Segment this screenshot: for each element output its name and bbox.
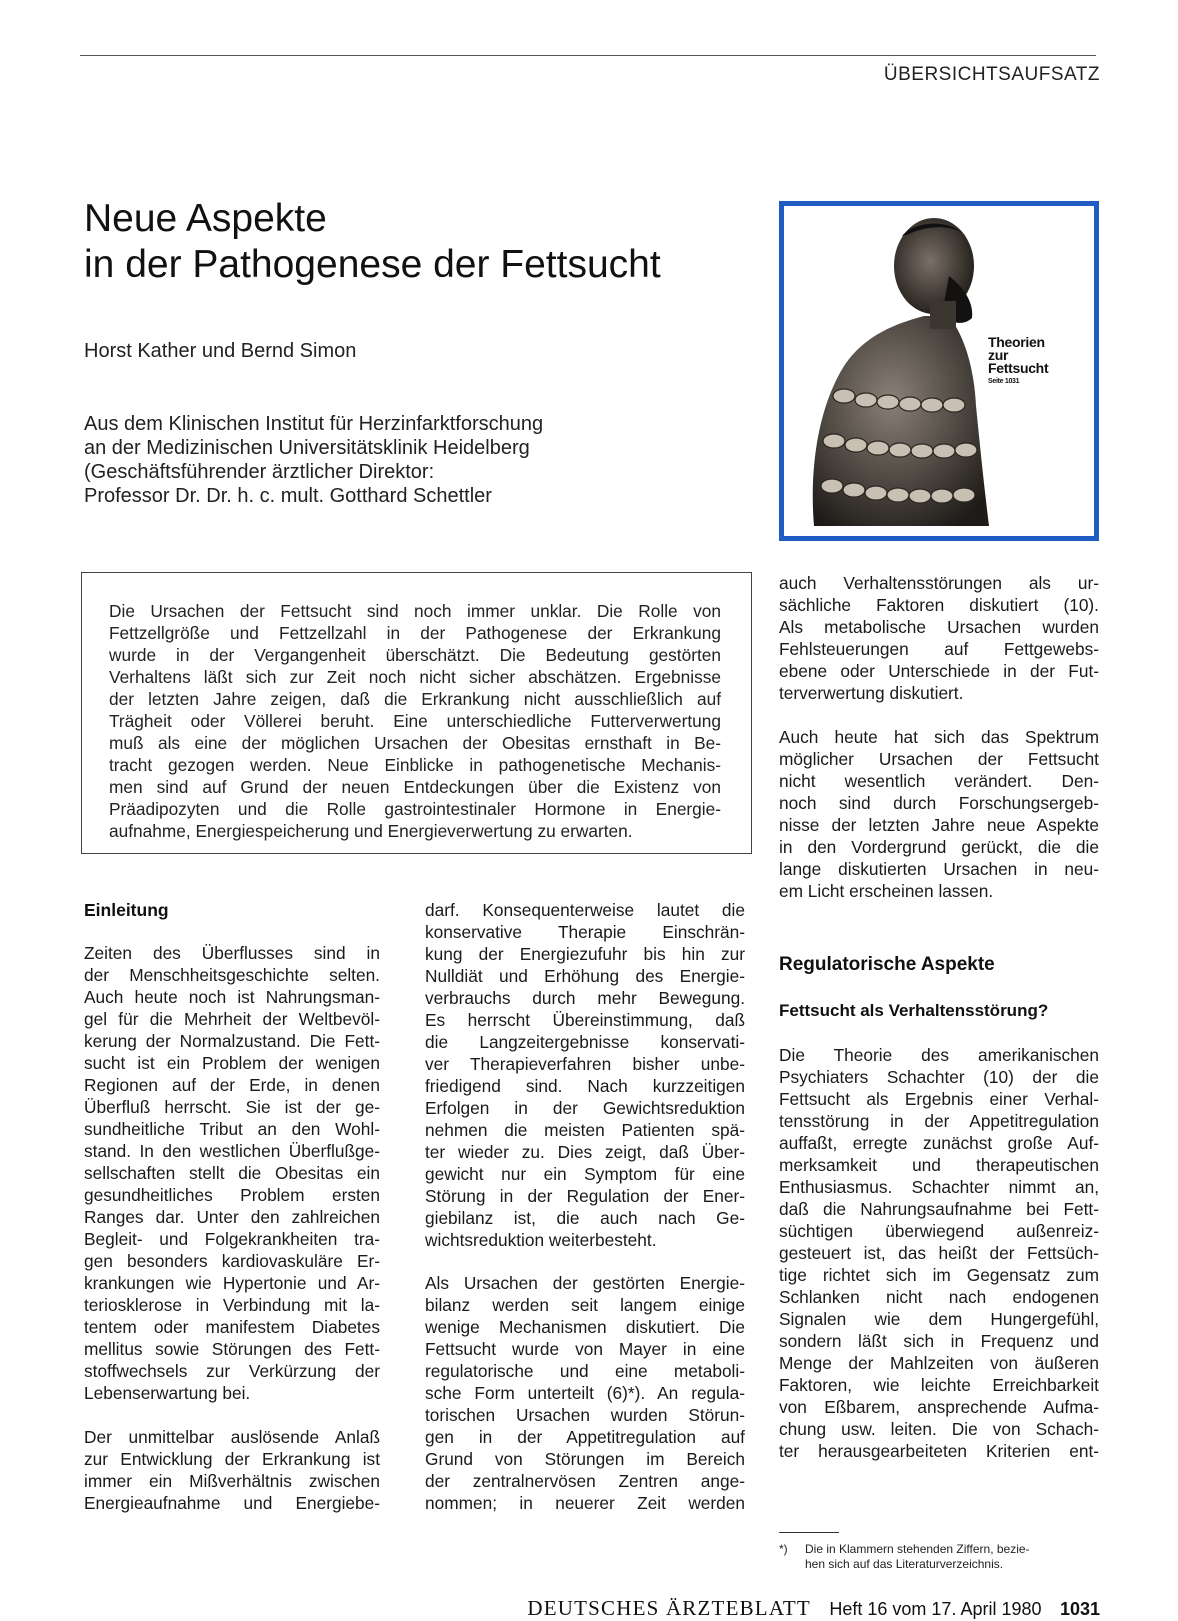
body-line: Erfolgen in der Gewichtsreduktion <box>425 1098 745 1118</box>
cover-caption-line: Fettsucht <box>988 360 1049 376</box>
body-line: Nulldiät und Erhöhung des Energie- <box>425 966 745 986</box>
body-line: lange diskutierten Ursachen in neu- <box>779 859 1099 879</box>
body-line: ver Therapieverfahren bisher unbe- <box>425 1054 745 1074</box>
body-line: ter wieder zu. Dies zeigt, daß Über- <box>425 1142 745 1162</box>
body-line: Menge der Mahlzeiten von äußeren <box>779 1353 1099 1373</box>
article-authors: Horst Kather und Bernd Simon <box>84 340 357 362</box>
body-line: konservative Therapie Einschrän- <box>425 922 745 942</box>
body-line: ebene oder Unterschiede in der Fut- <box>779 661 1099 681</box>
body-line: mellitus sowie Störungen des Fett- <box>84 1339 380 1359</box>
body-line: sucht ist ein Problem der wenigen <box>84 1053 380 1073</box>
body-line: stoffwechsels zur Verkürzung der <box>84 1361 380 1381</box>
body-line: auch Verhaltensstörungen als ur- <box>779 573 1099 593</box>
journal-name: DEUTSCHES ÄRZTEBLATT <box>527 1596 811 1620</box>
abstract-line: wurde in der Vergangenheit überschätzt. Die Bedeutung gestörten <box>109 645 721 665</box>
body-line: sondern läßt sich in Frequenz und <box>779 1331 1099 1351</box>
body-line: bilanz werden seit langem einige <box>425 1295 745 1315</box>
body-line: gewicht nur ein Symptom für eine <box>425 1164 745 1184</box>
title-line: Neue Aspekte <box>84 197 327 240</box>
footnote-mark: *) <box>779 1542 788 1556</box>
abstract-line: tracht gezogen werden. Neue Einblicke in pathogenetische Mechanis- <box>109 755 721 775</box>
body-line: Die Theorie des amerikanischen <box>779 1045 1099 1065</box>
body-line: Faktoren, wie leichte Erreichbarkeit <box>779 1375 1099 1395</box>
article-title <box>84 196 661 288</box>
body-line: gesteuert ist, das heißt der Fettsüch- <box>779 1243 1099 1263</box>
affiliation-line: Aus dem Klinischen Institut für Herzinfarktforschung <box>84 413 544 435</box>
body-line: stand. In den westlichen Überflußge- <box>84 1141 380 1161</box>
body-line: chung usw. leiten. Die von Schach- <box>779 1419 1099 1439</box>
body-line: merksamkeit und therapeutischen <box>779 1155 1099 1175</box>
abstract-line: Verhaltens läßt sich zur Zeit noch nicht sicher abschätzen. Ergebnisse <box>109 667 721 687</box>
body-line: Lebenserwartung bei. <box>84 1383 251 1403</box>
body-line: nommen; in neuerer Zeit werden <box>425 1493 745 1513</box>
body-line: kung der Energiezufuhr bis hin zur <box>425 944 745 964</box>
abstract-line: men sind auf Grund der neuen Entdeckungen über die Existenz von <box>109 777 721 797</box>
body-line: sächliche Faktoren diskutiert (10). <box>779 595 1099 615</box>
section-label: ÜBERSICHTSAUFSATZ <box>883 64 1100 85</box>
cover-page-ref: Seite 1031 <box>988 378 1020 385</box>
body-line: regulatorische und eine metaboli- <box>425 1361 745 1381</box>
body-line: Energieaufnahme und Energiebe- <box>84 1493 380 1513</box>
cover-caption <box>988 336 1048 387</box>
affiliation-line: Professor Dr. Dr. h. c. mult. Gotthard Schettler <box>84 485 492 507</box>
body-line: terverwertung diskutiert. <box>779 683 964 703</box>
body-line: verbrauchs durch mehr Bewegung. <box>425 988 745 1008</box>
body-line: friedigend sind. Nach kurzzeitigen <box>425 1076 745 1096</box>
abstract-line: Fettzellgröße und Fettzellzahl in der Pathogenese der Erkrankung <box>109 623 721 643</box>
body-line: darf. Konsequenterweise lautet die <box>425 900 745 920</box>
body-line: nisse der letzten Jahre neue Aspekte <box>779 815 1099 835</box>
body-line: Regionen auf der Erde, in denen <box>84 1075 380 1095</box>
abstract-line: aufnahme, Energiespeicherung und Energieverwertung zu erwarten. <box>109 821 633 841</box>
body-line: möglicher Ursachen der Fettsucht <box>779 749 1099 769</box>
body-line: tige richtet sich im Gegensatz zum <box>779 1265 1099 1285</box>
body-line: tensstörung in der Appetitregulation <box>779 1111 1099 1131</box>
body-line: em Licht erscheinen lassen. <box>779 881 994 901</box>
body-line: krankungen wie Hypertonie und Ar- <box>84 1273 380 1293</box>
body-line: Auch heute noch ist Nahrungsman- <box>84 987 380 1007</box>
body-line: Grund von Störungen im Bereich <box>425 1449 745 1469</box>
body-line: Zeiten des Überflusses sind in <box>84 943 380 963</box>
body-line: sundheitliche Tribut an den Wohl- <box>84 1119 380 1139</box>
footnote-line: Die in Klammern stehenden Ziffern, bezie- <box>805 1542 1030 1556</box>
body-line: sche Form unterteilt (6)*). An regula- <box>425 1383 745 1403</box>
body-line: zur Entwicklung der Erkrankung ist <box>84 1449 380 1469</box>
body-line: Fettsucht als Ergebnis einer Verhal- <box>779 1089 1099 1109</box>
body-line: gesundheitliches Problem ersten <box>84 1185 380 1205</box>
abstract-box <box>81 572 752 854</box>
body-line: Fettsucht wurde von Mayer in eine <box>425 1339 745 1359</box>
body-line: Psychiaters Schachter (10) der die <box>779 1067 1099 1087</box>
body-line: in den Vordergrund gerückt, die die <box>779 837 1099 857</box>
body-line: süchtigen überwiegend außenreiz- <box>779 1221 1099 1241</box>
abstract-line: Trägheit oder Völlerei beruht. Eine unterschiedliche Futterverwertung <box>109 711 721 731</box>
body-line: Als Ursachen der gestörten Energie- <box>425 1273 745 1293</box>
body-line: Begleit- und Folgekrankheiten tra- <box>84 1229 380 1249</box>
section-heading: Regulatorische Aspekte <box>779 954 995 975</box>
body-line: gen in der Appetitregulation auf <box>425 1427 745 1447</box>
body-line: kerung der Normalzustand. Die Fett- <box>84 1031 380 1051</box>
body-line: ter herausgearbeiteten Kriterien ent- <box>779 1441 1099 1461</box>
body-line: giebilanz ist, die auch nach Ge- <box>425 1208 745 1228</box>
body-line: sellschaften stellt die Obesitas ein <box>84 1163 380 1183</box>
body-line: Der unmittelbar auslösende Anlaß <box>84 1427 380 1447</box>
subsection-heading: Fettsucht als Verhaltensstörung? <box>779 1001 1049 1020</box>
body-line: daß die Nahrungsaufnahme bei Fett- <box>779 1199 1099 1219</box>
body-line: wenige Mechanismen diskutiert. Die <box>425 1317 745 1337</box>
body-line: Enthusiasmus. Schachter nimmt an, <box>779 1177 1099 1197</box>
abstract-line: Präadipozyten und die Rolle gastrointestinaler Hormone in Energie- <box>109 799 721 819</box>
abstract-line: der letzten Jahre zeigen, daß die Erkrankung nicht ausschließlich auf <box>109 689 721 709</box>
title-line: in der Pathogenese der Fettsucht <box>84 243 661 286</box>
page-number: 1031 <box>1059 1599 1100 1619</box>
footnote-rule <box>779 1532 839 1533</box>
body-line: gen besonders kardiovaskuläre Er- <box>84 1251 380 1271</box>
cover-caption-line: Theorien <box>988 334 1045 350</box>
abstract-line: muß als eine der möglichen Ursachen der Obesitas ernsthaft in Be- <box>109 733 721 753</box>
body-line: von Eßbarem, ansprechende Aufma- <box>779 1397 1099 1417</box>
body-line: Es herrscht Übereinstimmung, daß <box>425 1010 745 1030</box>
cover-caption-line: zur <box>988 347 1009 363</box>
body-line: teriosklerose in Verbindung mit la- <box>84 1295 380 1315</box>
footnote-text <box>805 1542 1105 1572</box>
body-line: immer ein Mißverhältnis zwischen <box>84 1471 380 1491</box>
body-line: noch sind durch Forschungsergeb- <box>779 793 1099 813</box>
body-line: die Langzeitergebnisse konservati- <box>425 1032 745 1052</box>
body-line: auffaßt, erregte zunächst große Auf- <box>779 1133 1099 1153</box>
body-line: der zentralnervösen Zentren ange- <box>425 1471 745 1491</box>
body-line: Als metabolische Ursachen wurden <box>779 617 1099 637</box>
body-line: der Menschheitsgeschichte selten. <box>84 965 380 985</box>
body-line: Überfluß herrscht. Sie ist der ge- <box>84 1097 380 1117</box>
top-rule <box>80 55 1096 56</box>
body-line: tentem oder manifestem Diabetes <box>84 1317 380 1337</box>
affiliation-line: (Geschäftsführender ärztlicher Direktor: <box>84 461 435 483</box>
issue-info: Heft 16 vom 17. April 1980 <box>829 1599 1042 1619</box>
body-line: nicht wesentlich verändert. Den- <box>779 771 1099 791</box>
abstract-line: Die Ursachen der Fettsucht sind noch immer unklar. Die Rolle von <box>109 601 721 621</box>
footnote-line: hen sich auf das Literaturverzeichnis. <box>805 1557 1004 1571</box>
body-line: Fehlsteuerungen auf Fettgewebs- <box>779 639 1099 659</box>
body-line: nehmen die meisten Patienten spä- <box>425 1120 745 1140</box>
body-line: Ranges dar. Unter den zahlreichen <box>84 1207 380 1227</box>
body-line: Schlanken nicht nach endogenen <box>779 1287 1099 1307</box>
cover-image <box>779 201 1099 541</box>
body-line: Störung in der Regulation der Ener- <box>425 1186 745 1206</box>
body-line: gel für die Mehrheit der Weltbevöl- <box>84 1009 380 1029</box>
affiliation-line: an der Medizinischen Universitätsklinik Heidelberg <box>84 437 530 459</box>
section-heading: Einleitung <box>84 900 169 920</box>
body-line: torischen Ursachen wurden Störun- <box>425 1405 745 1425</box>
body-line: Signalen wie dem Hungergefühl, <box>779 1309 1099 1329</box>
author-affiliation <box>84 412 543 508</box>
body-line: Auch heute hat sich das Spektrum <box>779 727 1099 747</box>
body-line: wichtsreduktion weiterbesteht. <box>425 1230 657 1250</box>
page-footer <box>527 1596 1100 1621</box>
